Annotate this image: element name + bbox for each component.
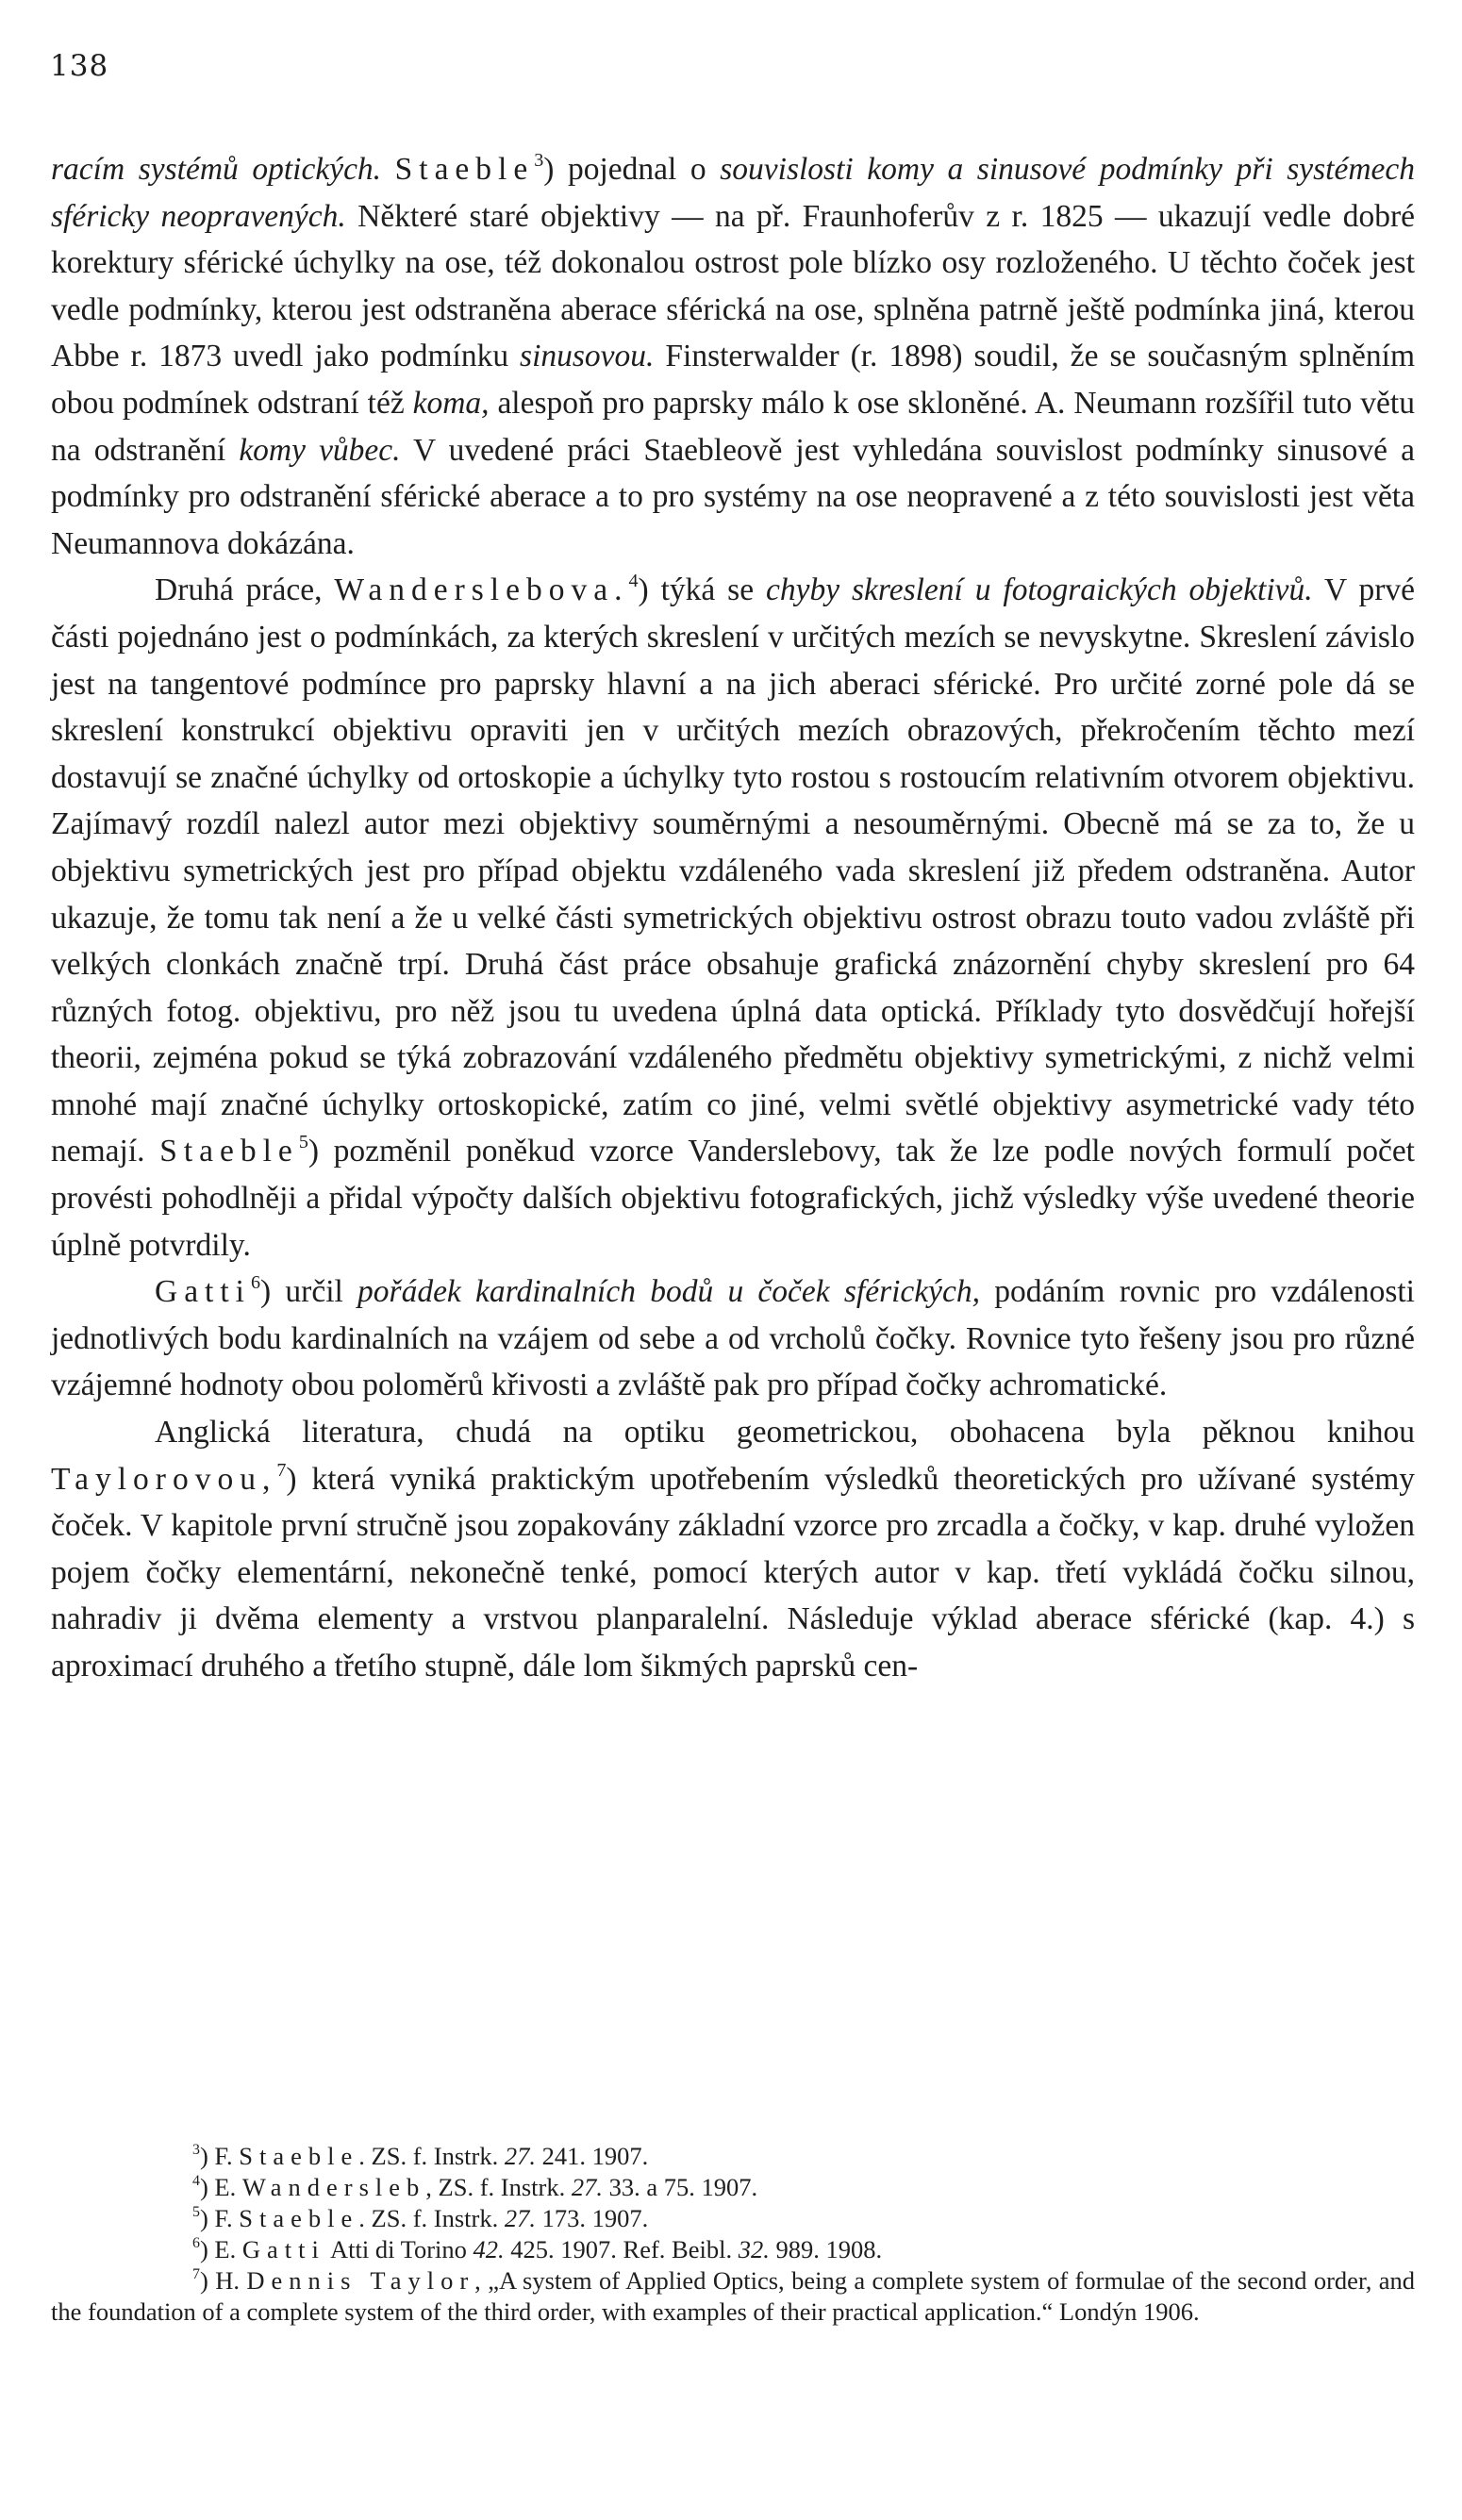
- footnotes: [51, 2141, 1415, 2328]
- spaced-name: Staeble: [159, 1134, 299, 1169]
- footnote-paren: ): [199, 2142, 215, 2170]
- text-run: E.: [214, 2173, 242, 2201]
- paragraph: [51, 567, 1415, 1268]
- text-run: ) určil: [260, 1274, 358, 1310]
- italic-text: 32.: [738, 2235, 770, 2263]
- spaced-name: Gatti: [155, 1274, 251, 1310]
- text-run: V uvedené práci Staebleově jest vyhledána souvislost podmínky sinusové a podmínky pro odstranění sférické aberace a to pro systémy na ose neopravené a z této souvislosti jest věta Neumannova dokázána.: [51, 432, 1415, 561]
- italic-text: racím systémů optických.: [51, 152, 382, 187]
- spaced-name: Staeble: [394, 152, 535, 187]
- italic-text: chyby skreslení u fotograických objektivů.: [765, 572, 1313, 608]
- spaced-name: Gatti: [241, 2235, 325, 2263]
- text-run: , „A system of Applied Optics, being a complete system of formulae of the second order, and the foundation of a complete system of the third order, with examples of their practical application.“ Londýn 1906.: [51, 2266, 1415, 2326]
- footnote-paren: ): [199, 2173, 215, 2201]
- text-run: F.: [214, 2142, 240, 2170]
- spaced-name: Wanderslebova.: [334, 572, 629, 608]
- spaced-name: Staeble: [239, 2204, 359, 2232]
- text-run: ) pojednal o: [543, 152, 721, 187]
- spaced-name: Staeble: [239, 2142, 359, 2170]
- text-run: alespoň pro paprsky málo k ose skloněné. A. Neumann rozšířil tuto větu na odstranění: [51, 385, 1415, 468]
- footnote: [51, 2203, 1415, 2234]
- text-run: [381, 152, 395, 187]
- italic-text: 27.: [504, 2142, 536, 2170]
- body-text: [51, 146, 1415, 1690]
- footnote-number: 3: [192, 2141, 200, 2158]
- text-run: 241. 1907.: [535, 2142, 649, 2170]
- footnote: [51, 2141, 1415, 2172]
- text-run: Anglická literatura, chudá na optiku geometrickou, obohacena byla pěknou knihou: [155, 1415, 1415, 1451]
- text-run: 173. 1907.: [535, 2204, 649, 2232]
- italic-text: souvislosti komy a sinusové podmínky při systémech sféricky neopravených.: [51, 152, 1415, 234]
- spaced-name: Wanderslеb: [241, 2173, 426, 2201]
- footnote: [51, 2172, 1415, 2203]
- footnote-paren: ): [199, 2266, 216, 2295]
- text-run: 425. 1907. Ref. Beibl.: [504, 2235, 739, 2263]
- paragraph: [51, 146, 1415, 567]
- paragraph: [51, 1268, 1415, 1409]
- text-run: Některé staré objektivy — na př. Fraunhoferův z r. 1825 — ukazují vedle dobré korektury sférické úchylky na ose, též dokonalou ostrost pole blízko osy rozloženého. U těchto čoček jest vedle podmínky, kterou jest odstraněna aberace sférická na ose, splněna patrně ještě podmínka jiná, kterou Abbe r. 1873 uvedl jako podmínku: [51, 198, 1415, 374]
- text-run: ) týká se: [638, 572, 766, 608]
- text-run: 989. 1908.: [769, 2235, 883, 2263]
- italic-text: 42.: [473, 2235, 505, 2263]
- paragraph: [51, 1409, 1415, 1690]
- italic-text: pořádek kardinalních bodů u čoček sférických,: [357, 1274, 981, 1310]
- text-run: E.: [214, 2235, 242, 2263]
- text-run: Atti di Torino: [324, 2235, 473, 2263]
- footnote: [51, 2234, 1415, 2265]
- footnote-number: 4: [192, 2172, 200, 2189]
- footnote-ref: 7: [276, 1459, 287, 1481]
- text-run: podáním rovnic pro vzdálenosti jednotlivých bodu kardinalních na vzájem od sebe a od vrcholů čočky. Rovnice tyto řešeny jsou pro různé vzájemné hodnoty obou poloměrů křivosti a zvláště pak pro případ čočky achromatické.: [51, 1274, 1415, 1403]
- text-run: F.: [214, 2204, 240, 2232]
- italic-text: 27.: [504, 2204, 536, 2232]
- text-run: 33. a 75. 1907.: [602, 2173, 758, 2201]
- italic-text: sinusovou.: [520, 339, 655, 374]
- italic-text: 27.: [571, 2173, 603, 2201]
- footnote-ref: 3: [534, 149, 544, 171]
- text-run: ) která vyniká praktickým upotřebením výsledků theoretických pro užívané systémy čoček. V kapitole první stručně jsou zopakovány základní vzorce pro zrcadla a čočky, v kap. druhé vyložen pojem čočky elementární, nekonečně tenké, pomocí kterých autor v kap. třetí vykládá čočku silnou, nahradiv ji dvěma elementy a vrstvou planparalelní. Následuje výklad aberace sférické (kap. 4.) s aproximací druhého a třetího stupně, dále lom šikmých paprsků cen-: [51, 1461, 1415, 1683]
- spaced-name: Taylorovou,: [51, 1461, 277, 1497]
- text-run: Finsterwalder (r. 1898) soudil, že se současným splněním obou podmínek odstraní též: [51, 339, 1416, 421]
- text-run: , ZS. f. Instrk.: [425, 2173, 572, 2201]
- footnote-paren: ): [199, 2204, 215, 2232]
- footnote-number: 6: [192, 2234, 200, 2251]
- text-run: . ZS. f. Instrk.: [358, 2204, 505, 2232]
- footnote-ref: 4: [628, 571, 639, 592]
- footnote-number: 7: [192, 2265, 200, 2282]
- text-run: ) pozměnil poněkud vzorce Vanderslebovy, tak že lze podle nových formulí počet provésti pohodlněji a přidal výpočty dalších objektivu fotografických, jichž výsledky výše uvedené theorie úplně potvrdily.: [51, 1134, 1415, 1263]
- footnote-ref: 5: [298, 1132, 308, 1153]
- text-run: H.: [215, 2266, 247, 2295]
- italic-text: koma,: [412, 385, 490, 421]
- footnote: [51, 2265, 1415, 2328]
- text-run: Druhá práce,: [155, 572, 335, 608]
- text-run: V prvé části pojednáno jest o podmínkách, za kterých skreslení v určitých mezích se nevyskytne. Skreslení závislo jest na tangentové podmínce pro paprsky hlavní a na jich aberaci sférické. Pro určité zorné pole dá se skreslení konstrukcí objektivu opraviti jen v určitých mezích obrazových, překročením těchto mezí dostavují se značné úchylky od ortoskopie a úchylky tyto rostou s rostoucím relativním otvorem objektivu. Zajímavý rozdíl nalezl autor mezi objektivy souměrnými a nesouměrnými. Obecně má se za to, že u objektivu symetrických jest pro případ objektu vzdáleného vada skreslení již předem odstraněna. Autor ukazuje, že tomu tak není a že u velké části symetrických objektivu ostrost obrazu touto vadou zvláště při velkých clonkách značně trpí. Druhá část práce obsahuje grafická znázornění chyby skreslení pro 64 různých fotog. objektivu, pro něž jsou tu uvedena úplná data optická. Příklady tyto dosvědčují hořejší theorii, zejména pokud se týká zobrazování vzdáleného předmětu objektivy symetrickými, z nichž velmi mnohé mají značné úchylky ortoskopické, zatím co jiné, velmi světlé objektivy asymetrické vady této nemají.: [51, 572, 1415, 1169]
- italic-text: komy vůbec.: [239, 432, 401, 468]
- footnote-paren: ): [199, 2235, 215, 2263]
- footnote-number: 5: [192, 2203, 200, 2220]
- spaced-name: Dennis Taylor: [246, 2266, 475, 2295]
- page-number: 138: [50, 49, 109, 83]
- text-run: . ZS. f. Instrk.: [358, 2142, 505, 2170]
- footnote-ref: 6: [250, 1272, 261, 1294]
